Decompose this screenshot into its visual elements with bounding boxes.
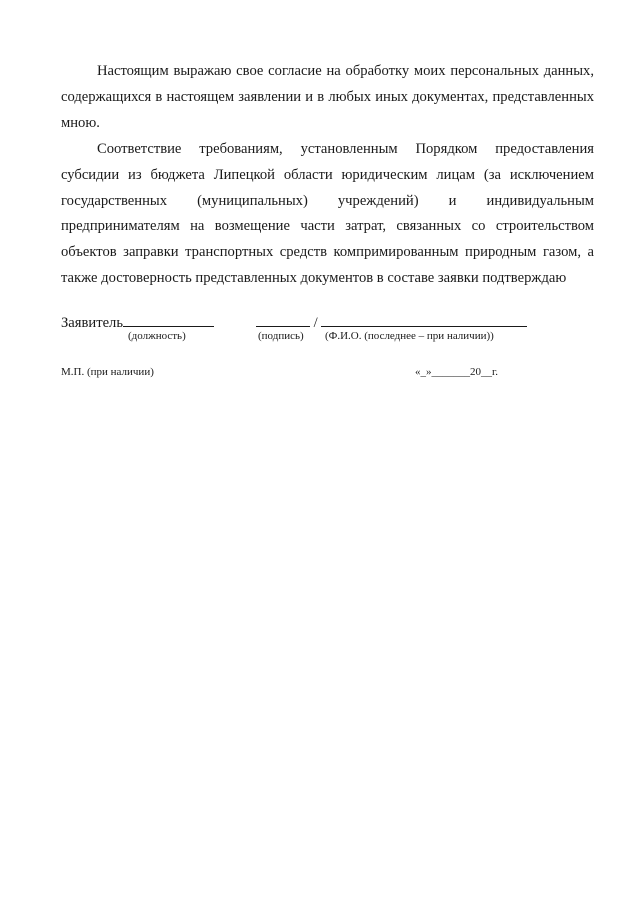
signature-blank — [256, 312, 310, 327]
name-separator: / — [313, 315, 318, 331]
signature-caption: (подпись) — [258, 330, 304, 342]
consent-paragraph: Настоящим выражаю свое согласие на обработку моих персональных данных, содержащихся в настоящем заявлении и в любых иных документах, представленных мною. — [61, 63, 594, 131]
stamp-label: М.П. (при наличии) — [61, 366, 154, 378]
signature-line — [61, 312, 527, 332]
applicant-label: Заявитель — [61, 315, 123, 331]
name-caption: (Ф.И.О. (последнее – при наличии)) — [325, 330, 494, 342]
date-field: «_»_______20__г. — [415, 366, 499, 378]
position-blank — [123, 312, 214, 327]
name-blank — [321, 312, 527, 327]
confirmation-paragraph: Соответствие требованиям, установленным Порядком предоставления субсидии из бюджета Липецкой области юридическим лицам (за исключением государственных (муниципальных) учреждений) и индивидуальным предпринимателям на возмещение части затрат, связанных со строительством объектов заправки транспортных средств компримированным природным газом, а также достоверность представленных документов в составе заявки подтверждаю — [61, 141, 594, 286]
position-caption: (должность) — [128, 330, 186, 342]
